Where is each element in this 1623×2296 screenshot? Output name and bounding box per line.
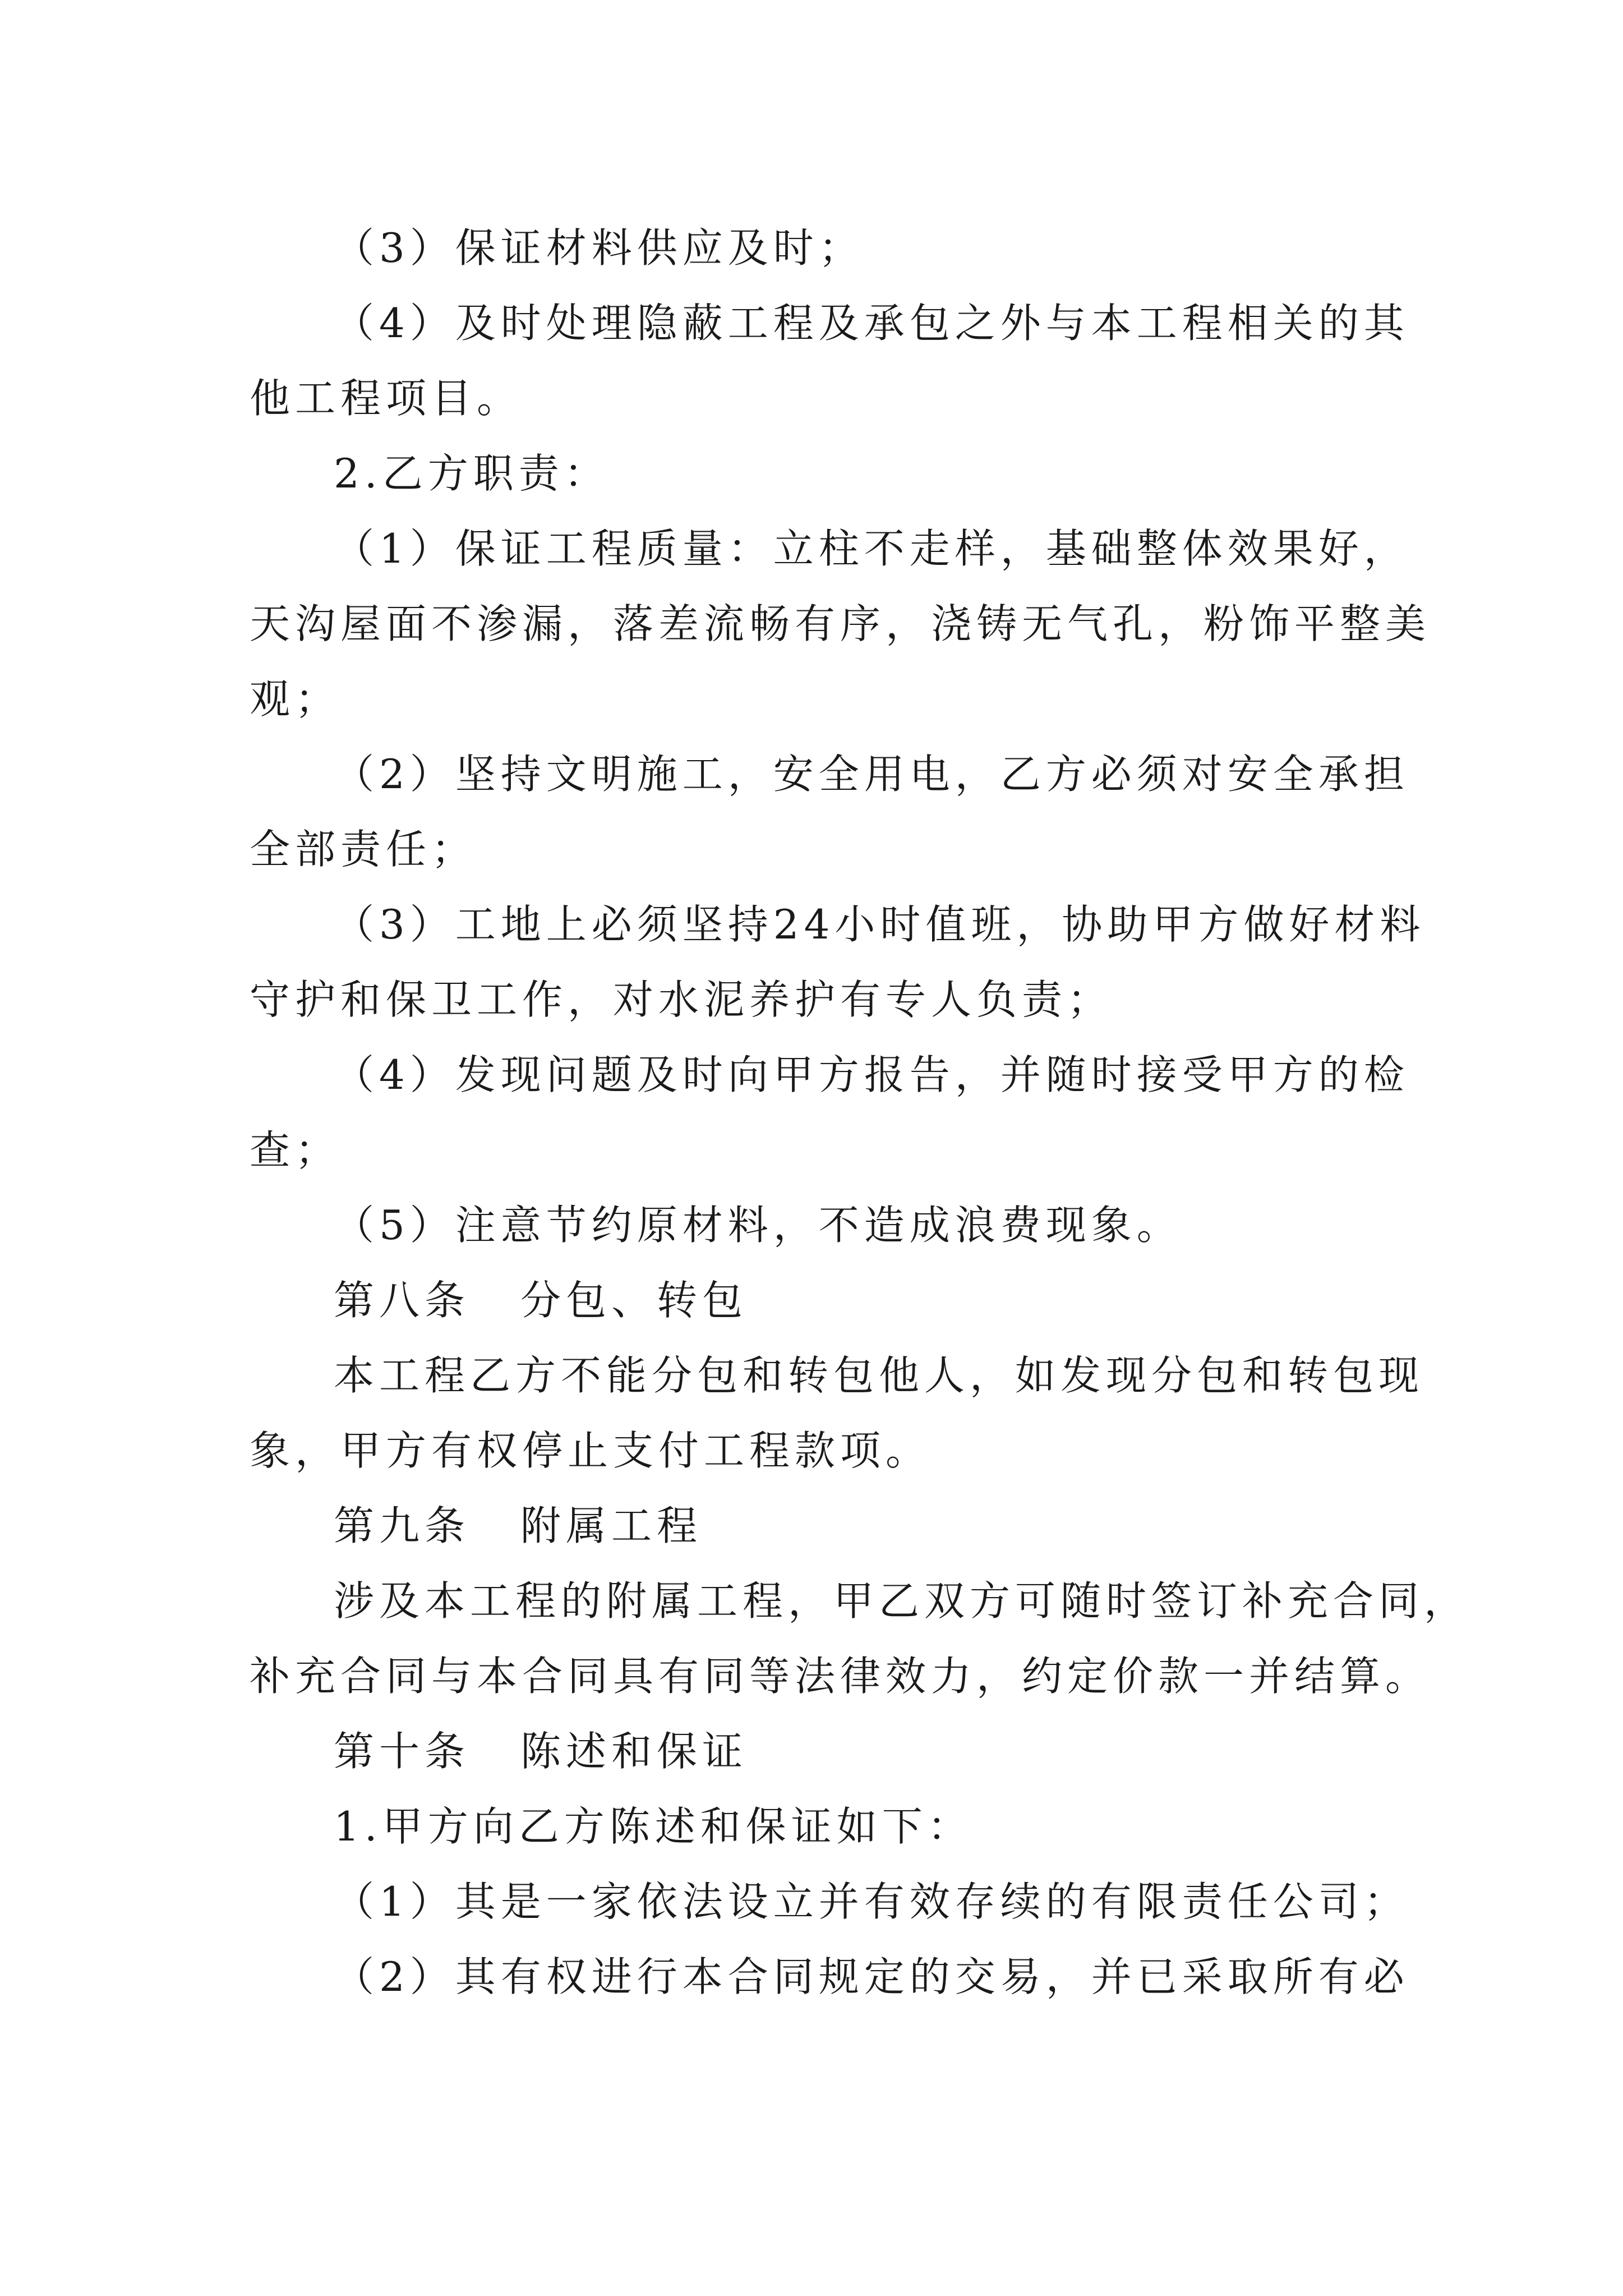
paragraph-line: 补充合同与本合同具有同等法律效力，约定价款一并结算。 (250, 1653, 1431, 1700)
paragraph-line: （1）其是一家依法设立并有效存续的有限责任公司； (334, 1878, 1409, 1925)
paragraph-line: （2）其有权进行本合同规定的交易，并已采取所有必 (334, 1953, 1409, 2000)
article-number: 第十条 (334, 1728, 471, 1775)
paragraph-line: （2）坚持文明施工，安全用电，乙方必须对安全承担 (334, 751, 1409, 798)
article-heading (250, 1263, 1394, 1338)
paragraph-line: 守护和保卫工作，对水泥养护有专人负责； (250, 976, 1113, 1023)
paragraph-line: （3）保证材料供应及时； (334, 224, 864, 272)
article-title: 附属工程 (520, 1502, 703, 1549)
paragraph-line: （3）工地上必须坚持24小时值班，协助甲方做好材料 (334, 901, 1426, 948)
article-heading (250, 1488, 1394, 1563)
paragraph-line: 他工程项目。 (250, 375, 523, 422)
paragraph-line: （5）注意节约原材料，不造成浪费现象。 (334, 1202, 1182, 1249)
paragraph-line: 本工程乙方不能分包和转包他人，如发现分包和转包现 (334, 1352, 1424, 1399)
paragraph-line: （4）及时处理隐蔽工程及承包之外与本工程相关的其 (334, 300, 1409, 347)
paragraph-line: （4）发现问题及时向甲方报告，并随时接受甲方的检 (334, 1051, 1409, 1098)
article-title: 陈述和保证 (520, 1728, 748, 1775)
article-heading (250, 1714, 1394, 1789)
paragraph-line: 天沟屋面不渗漏，落差流畅有序，浇铸无气孔，粉饰平整美 (250, 600, 1431, 647)
article-title: 分包、转包 (520, 1277, 748, 1324)
section-heading: 2.乙方职责： (334, 450, 610, 497)
paragraph-line: 涉及本工程的附属工程，甲乙双方可随时签订补充合同， (334, 1577, 1470, 1625)
paragraph-line: 全部责任； (250, 826, 477, 873)
paragraph-line: 象，甲方有权停止支付工程款项。 (250, 1427, 932, 1474)
article-number: 第八条 (334, 1277, 471, 1324)
contract-body (250, 210, 1470, 2014)
paragraph-line: （1）保证工程质量：立柱不走样，基础整体效果好， (334, 525, 1409, 572)
section-heading: 1.甲方向乙方陈述和保证如下： (334, 1803, 973, 1850)
article-number: 第九条 (334, 1502, 471, 1549)
paragraph-line: 观； (250, 675, 341, 723)
paragraph-line: 查； (250, 1126, 341, 1174)
